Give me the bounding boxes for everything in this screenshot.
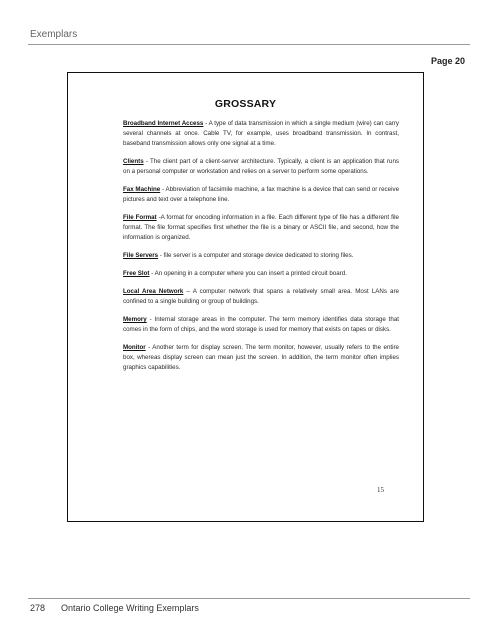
glossary-entry: [123, 119, 399, 149]
footer-page-number: 278: [30, 603, 46, 613]
glossary-definition: - A type of data transmission in which a single medium (wire) can carry several channels at once. Cable TV, for example, uses broadband transmission. In contrast, baseband transmission allows only one signal at a time.: [123, 120, 399, 147]
glossary-entry: [123, 269, 399, 279]
glossary-definition: - file server is a computer and storage device dedicated to storing files.: [158, 252, 354, 259]
glossary-term: File Servers: [123, 252, 159, 259]
glossary-term: Clients: [123, 158, 144, 165]
glossary-definition: - Another term for display screen. The term monitor, however, usually refers to the entire box, whereas display screen can mean just the screen. In addition, the term monitor often implies graphics capabilities.: [123, 344, 399, 371]
page-label: Page 20: [430, 56, 465, 66]
footer-publication: Ontario College Writing Exemplars: [61, 603, 199, 613]
scan-page-number: 15: [377, 486, 384, 494]
glossary-entry: [123, 251, 399, 261]
scanned-page: [67, 72, 424, 522]
glossary-entry: [123, 287, 399, 307]
glossary-term: Broadband Internet Access: [123, 120, 204, 127]
footer-rule: [28, 598, 470, 599]
glossary-definition: - The client part of a client-server architecture. Typically, a client is an application that runs on a personal computer or workstation and relies on a server to perform some operations.: [123, 158, 399, 175]
glossary-entry: [123, 213, 399, 243]
scan-title: GROSSARY: [214, 98, 277, 110]
glossary-term: Fax Machine: [123, 186, 161, 193]
glossary-definition: - Internal storage areas in the computer. The term memory identifies data storage that comes in the form of chips, and the word storage is used for memory that exists on tapes or disks.: [123, 316, 399, 333]
glossary-term: Memory: [123, 316, 147, 323]
glossary-term: File Format: [123, 214, 157, 221]
glossary-entry: [123, 343, 399, 373]
glossary-definition: – A computer network that spans a relatively small area. Most LANs are confined to a single building or group of buildings.: [123, 288, 400, 305]
header-rule: [28, 44, 470, 45]
glossary-entries: [123, 119, 399, 381]
glossary-entry: [123, 315, 399, 335]
glossary-definition: -A format for encoding information in a file. Each different type of file has a different file format. The file format specifies first whether the file is a binary or ASCII file, and second, how the information is organized.: [123, 214, 399, 241]
glossary-entry: [123, 157, 399, 177]
glossary-entry: [123, 185, 399, 205]
glossary-definition: - Abbreviation of facsimile machine, a fax machine is a device that can send or receive pictures and text over a telephone line.: [123, 186, 400, 203]
footer: [30, 603, 199, 613]
glossary-term: Monitor: [123, 344, 146, 351]
glossary-term: Free Slot: [123, 270, 150, 277]
glossary-term: Local Area Network: [123, 288, 184, 295]
running-head: Exemplars: [30, 29, 78, 40]
glossary-definition: - An opening in a computer where you can insert a printed circuit board.: [149, 270, 347, 277]
